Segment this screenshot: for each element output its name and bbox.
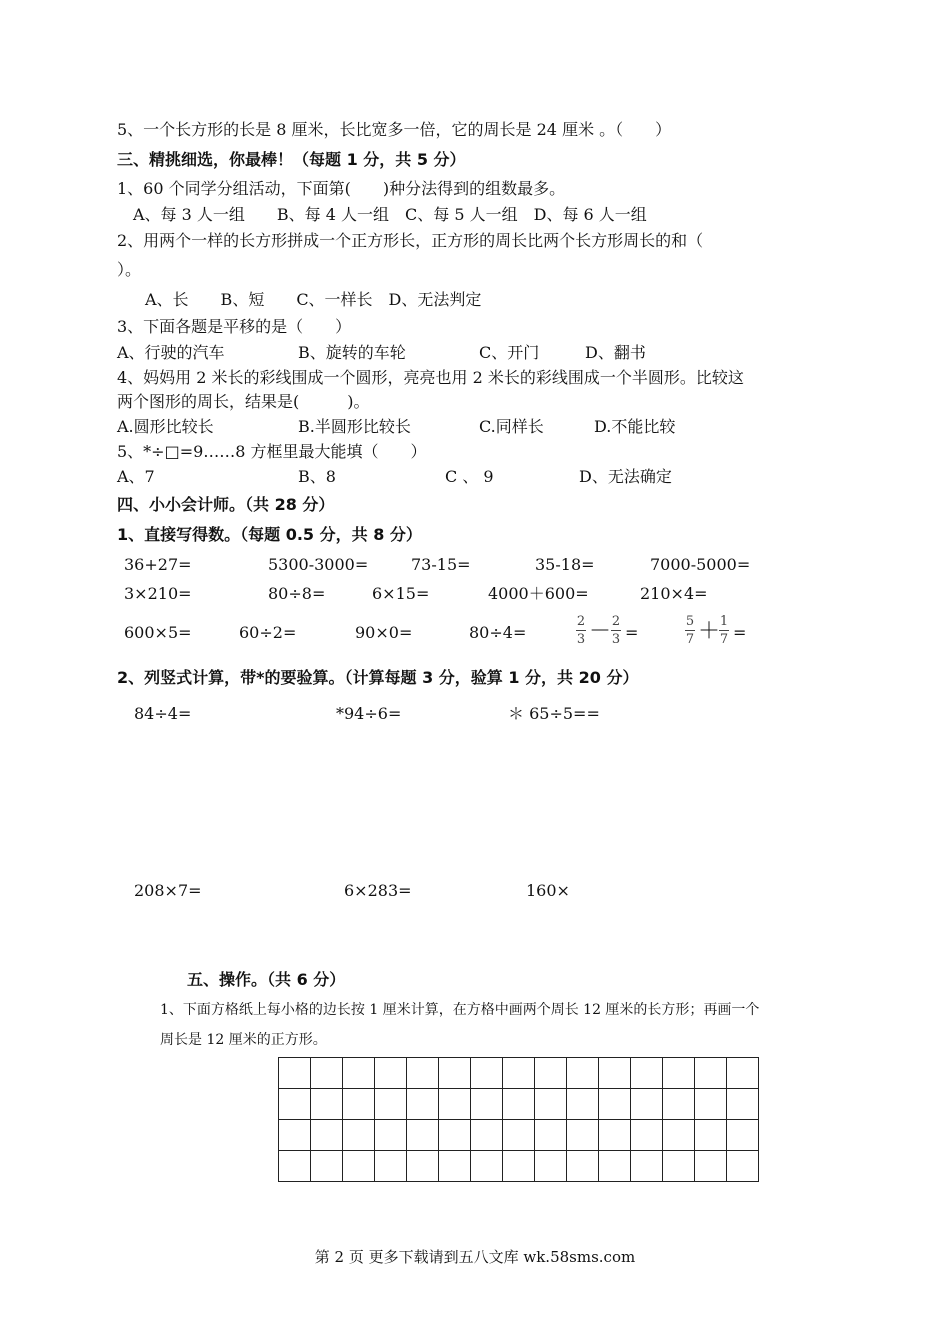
s5-q1-line2: 周长是 12 厘米的正方形。: [160, 1032, 327, 1048]
grid-cell: [727, 1058, 759, 1089]
grid-cell: [663, 1058, 695, 1089]
s3-q4-option-b: B.半圆形比较长: [298, 417, 411, 436]
grid-cell: [503, 1120, 535, 1151]
grid-cell: [311, 1120, 343, 1151]
grid-cell: [311, 1058, 343, 1089]
grid-cell: [375, 1120, 407, 1151]
grid-cell: [471, 1151, 503, 1182]
calc-item: 80÷4=: [469, 623, 527, 642]
grid-cell: [279, 1151, 311, 1182]
s3-q2-line1: 2、用两个一样的长方形拼成一个正方形长，正方形的周长比两个长方形周长的和（: [117, 231, 704, 250]
grid-cell: [695, 1058, 727, 1089]
s3-q5-option-b: B、8: [298, 467, 336, 486]
grid-cell: [343, 1120, 375, 1151]
grid-cell: [407, 1120, 439, 1151]
grid-cell: [631, 1058, 663, 1089]
calc-item: 90×0=: [355, 623, 413, 642]
grid-cell: [663, 1120, 695, 1151]
calc-item: 60÷2=: [239, 623, 297, 642]
square-grid-paper: [278, 1057, 759, 1182]
grid-cell: [631, 1089, 663, 1120]
grid-cell: [727, 1120, 759, 1151]
grid-row: [279, 1151, 759, 1182]
calc-item: 35-18=: [535, 555, 595, 574]
s4-sub2-title: 2、列竖式计算，带*的要验算。（计算每题 3 分，验算 1 分，共 20 分）: [117, 668, 639, 687]
s3-q5: 5、*÷□=9……8 方框里最大能填（ ）: [117, 442, 427, 461]
calc-item: 6×15=: [372, 584, 430, 603]
s3-q4-option-d: D.不能比较: [594, 417, 676, 436]
plus-operator: ＋: [698, 619, 721, 644]
grid-cell: [279, 1089, 311, 1120]
s3-q1: 1、60 个同学分组活动，下面第( )种分法得到的组数最多。: [117, 179, 566, 198]
section4-title: 四、小小会计师。（共 28 分）: [117, 495, 335, 514]
equals-sign: =: [625, 623, 639, 642]
calc-item: 7000-5000=: [650, 555, 751, 574]
grid-cell: [503, 1089, 535, 1120]
s5-q1-line1: 1、下面方格纸上每小格的边长按 1 厘米计算，在方格中画两个周长 12 厘米的长方形；再画一个: [160, 1002, 760, 1018]
s3-q3-option-b: B、旋转的车轮: [298, 343, 406, 362]
s3-q4-line1: 4、妈妈用 2 米长的彩线围成一个圆形，亮亮也用 2 米长的彩线围成一个半圆形。比较这: [117, 368, 744, 387]
calc-item: 3×210=: [124, 584, 192, 603]
grid-cell: [375, 1089, 407, 1120]
section5-title: 五、操作。（共 6 分）: [187, 970, 346, 989]
grid-cell: [599, 1151, 631, 1182]
fraction: 2 3: [576, 614, 586, 647]
s3-q5-option-d: D、无法确定: [579, 467, 672, 486]
s3-q2-options: A、长 B、短 C、一样长 D、无法判定: [145, 290, 482, 309]
grid-row: [279, 1058, 759, 1089]
grid-row: [279, 1120, 759, 1151]
grid-cell: [695, 1151, 727, 1182]
grid-cell: [695, 1089, 727, 1120]
grid-cell: [567, 1120, 599, 1151]
s3-q4-line2: 两个图形的周长，结果是( )。: [117, 392, 370, 411]
grid-cell: [535, 1120, 567, 1151]
vertical-calc-item: 160×: [526, 881, 570, 900]
minus-operator: －: [589, 619, 612, 644]
grid-cell: [599, 1089, 631, 1120]
grid-cell: [695, 1120, 727, 1151]
grid-cell: [343, 1089, 375, 1120]
equals-sign: =: [733, 623, 747, 642]
grid-cell: [279, 1058, 311, 1089]
grid-cell: [375, 1151, 407, 1182]
vertical-calc-item: *94÷6=: [336, 704, 402, 723]
grid-cell: [567, 1058, 599, 1089]
s3-q5-option-c: C 、 9: [445, 467, 494, 486]
grid-cell: [311, 1151, 343, 1182]
grid-cell: [631, 1151, 663, 1182]
s3-q2-line2: ）。: [117, 260, 142, 279]
page-footer: 第 2 页 更多下载请到五八文库 wk.58sms.com: [314, 1248, 636, 1266]
grid-cell: [471, 1089, 503, 1120]
grid-row: [279, 1089, 759, 1120]
grid-cell: [599, 1120, 631, 1151]
grid-cell: [535, 1151, 567, 1182]
grid-cell: [311, 1089, 343, 1120]
grid-cell: [503, 1058, 535, 1089]
grid-cell: [407, 1151, 439, 1182]
calc-item: 5300-3000=: [268, 555, 369, 574]
calc-item: 80÷8=: [268, 584, 326, 603]
grid-cell: [439, 1089, 471, 1120]
calc-item: 210×4=: [640, 584, 708, 603]
grid-cell: [727, 1151, 759, 1182]
grid-cell: [535, 1089, 567, 1120]
grid-cell: [279, 1120, 311, 1151]
vertical-calc-item: ＊ 65÷5==: [508, 704, 600, 723]
grid-cell: [567, 1089, 599, 1120]
calc-item: 36+27=: [124, 555, 192, 574]
grid-cell: [727, 1089, 759, 1120]
grid-cell: [407, 1089, 439, 1120]
grid-cell: [407, 1058, 439, 1089]
fraction: 1 7: [719, 614, 729, 647]
calc-item: 600×5=: [124, 623, 192, 642]
grid-cell: [343, 1151, 375, 1182]
calc-item: 73-15=: [411, 555, 471, 574]
grid-cell: [663, 1151, 695, 1182]
grid-cell: [471, 1058, 503, 1089]
grid-cell: [535, 1058, 567, 1089]
s3-q3: 3、下面各题是平移的是（ ）: [117, 317, 352, 336]
calc-item: 4000＋600=: [488, 584, 589, 603]
s3-q1-options: A、每 3 人一组 B、每 4 人一组 C、每 5 人一组 D、每 6 人一组: [133, 205, 647, 224]
vertical-calc-item: 208×7=: [134, 881, 202, 900]
fraction: 5 7: [685, 614, 695, 647]
grid-cell: [567, 1151, 599, 1182]
grid-cell: [439, 1058, 471, 1089]
grid-cell: [439, 1151, 471, 1182]
s3-q3-option-c: C、开门: [479, 343, 540, 362]
s3-q3-option-a: A、行驶的汽车: [117, 343, 225, 362]
s3-q3-option-d: D、翻书: [585, 343, 646, 362]
fraction: 2 3: [611, 614, 621, 647]
grid-cell: [343, 1058, 375, 1089]
grid-cell: [503, 1151, 535, 1182]
grid-cell: [439, 1120, 471, 1151]
section3-title: 三、精挑细选，你最棒！（每题 1 分，共 5 分）: [117, 150, 466, 169]
judge-q5: 5、一个长方形的长是 8 厘米，长比宽多一倍，它的周长是 24 厘米 。（ ）: [117, 120, 672, 139]
grid-cell: [599, 1058, 631, 1089]
vertical-calc-item: 6×283=: [344, 881, 412, 900]
grid-cell: [663, 1089, 695, 1120]
s3-q4-option-a: A.圆形比较长: [117, 417, 214, 436]
vertical-calc-item: 84÷4=: [134, 704, 192, 723]
grid-cell: [471, 1120, 503, 1151]
grid-cell: [375, 1058, 407, 1089]
s3-q5-option-a: A、7: [117, 467, 155, 486]
s3-q4-option-c: C.同样长: [479, 417, 544, 436]
s4-sub1-title: 1、直接写得数。（每题 0.5 分，共 8 分）: [117, 525, 422, 544]
grid-cell: [631, 1120, 663, 1151]
